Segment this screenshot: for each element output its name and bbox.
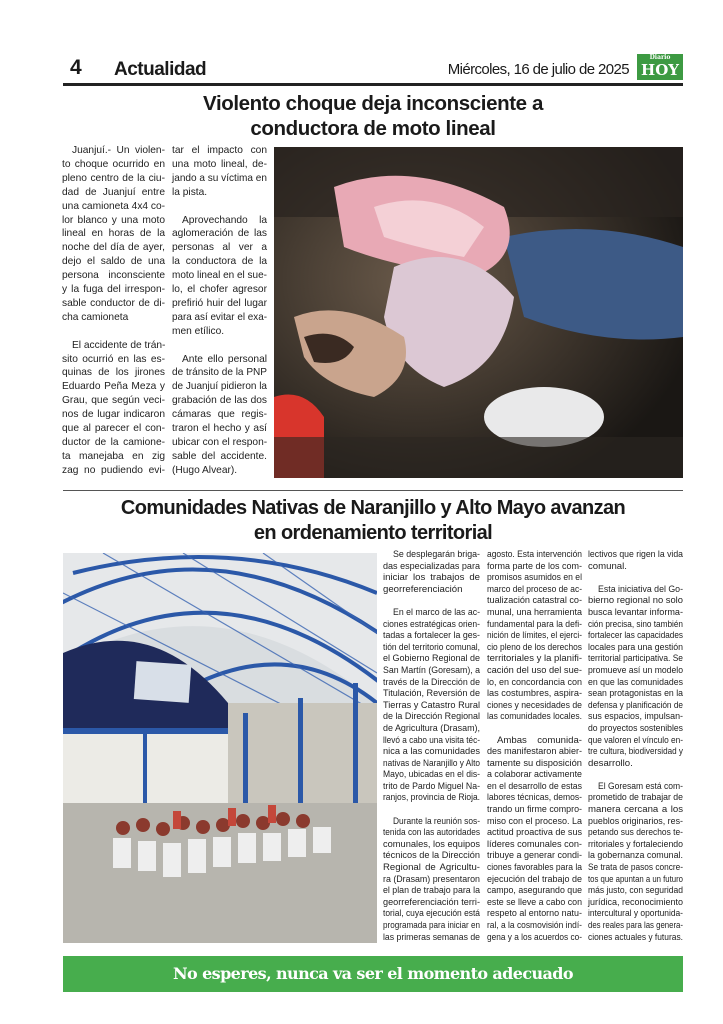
text-line: sus espacios, impulsan- (588, 711, 683, 723)
article1-column-1 (62, 144, 165, 478)
text-line: fortalecer las capacidades (588, 630, 683, 642)
text-line: trando un firme compro- (487, 804, 582, 816)
text-line: des manifestaron abier- (487, 746, 582, 758)
text-line: nica a las comunidades (383, 746, 480, 758)
text-line: men etílico. (172, 325, 225, 337)
text-line: intercultural y oportunida- (588, 908, 683, 920)
text-line: gena y a los acuerdos co- (487, 931, 582, 943)
text-line: tos que apuntan a un futuro (588, 873, 683, 885)
text-line: de la Dirección Regional (383, 711, 480, 723)
text-line: miso con el proceso. La (487, 815, 582, 827)
text-line: lo, el chofer agresor (172, 284, 267, 296)
text-line: jurídica, reconocimiento (588, 896, 683, 908)
text-line: torial, cuya ejecución está (383, 908, 480, 920)
article2-column-2 (487, 549, 582, 943)
text-line: promueve así un modelo (588, 664, 683, 676)
text-line: sable del accidente. (172, 450, 267, 462)
text-line: Durante la reunión sos- (393, 815, 480, 827)
text-line: de tránsito de la PNP (172, 367, 267, 379)
article1-column-2 (172, 144, 267, 478)
text-line: defensa y planificación de (588, 699, 683, 711)
text-line: do proyectos sostenibles (588, 722, 683, 734)
text-line: bierno regional no solo (588, 595, 683, 607)
text-line: y la fuga del irrespon- (62, 284, 165, 296)
text-line: lor blanco y una moto (62, 214, 165, 226)
text-line: Aprovechando la (182, 214, 267, 226)
text-line: ejecución del trabajo de (487, 873, 582, 885)
text-line: persona inconsciente (62, 270, 165, 282)
text-line: Titulación, Reversión de (383, 688, 480, 700)
text-line: programada para iniciar en (383, 920, 480, 931)
text-line: través de la Dirección de (383, 676, 480, 688)
text-line: iniciar los trabajos de (383, 572, 480, 584)
text-line: El accidente de trán- (72, 339, 166, 351)
community-meeting-photo (63, 553, 377, 943)
text-line: ción precisa, sino también (588, 618, 683, 630)
text-line: Grau, que según veci- (62, 395, 165, 407)
text-line: Juanjuí.- Un violen- (72, 145, 165, 156)
paragraph-gap (172, 200, 267, 214)
text-line: georreferenciación terri- (383, 896, 480, 908)
paragraph-gap (588, 572, 683, 584)
text-line: nos de lugar indicaron (62, 409, 165, 421)
text-line: lectivos que rigen la vida (588, 549, 683, 560)
text-line: actitud proactiva de sus (487, 827, 582, 839)
paragraph-gap (383, 804, 480, 816)
text-line: en el desarrollo de estas (487, 780, 582, 792)
text-line: ta manejaba en zig (62, 450, 165, 462)
paragraph-gap (487, 723, 582, 735)
article1-headline (63, 91, 683, 141)
text-line: dad de Juanjuí entre (62, 186, 165, 198)
text-line: sito ocurrió en las es- (62, 353, 165, 365)
text-line: cación del uso del sue- (487, 664, 582, 676)
text-line: cámaras que regis- (172, 409, 267, 421)
text-line: fundamental para la defi- (487, 618, 582, 630)
text-line: forma parte de los com- (487, 560, 582, 572)
text-line: busca levantar informa- (588, 606, 683, 618)
article2-column-3 (588, 549, 683, 943)
text-line: trito de Pardo Miguel Na- (383, 780, 480, 792)
text-line: tar el impacto con (172, 145, 267, 156)
text-line: San Martín (Goresam), a (383, 664, 480, 676)
text-line: la pista. (172, 186, 208, 198)
text-line: petando sus derechos te- (588, 827, 683, 839)
text-line: líderes comunales con- (487, 838, 582, 850)
text-line: Mayo, ubicadas en el dis- (383, 769, 480, 781)
section-title: Actualidad (114, 59, 207, 80)
text-line: ra (Drasam) presentaron (383, 873, 480, 885)
text-line: prometido de trabajar de (588, 792, 683, 804)
text-line: más justo, con seguridad (588, 885, 683, 897)
text-line: tadas a fortalecer la ges- (383, 630, 480, 642)
headline-line: conductora de moto lineal (250, 117, 496, 140)
text-line: de Juanjuí pidieron la (172, 381, 267, 393)
text-line: Se desplegarán briga- (393, 549, 480, 560)
paragraph-gap (383, 595, 480, 607)
text-line: jando a su víctima en (172, 172, 267, 184)
text-line: das especializadas para (383, 560, 480, 572)
text-line: a colaborar activamente (487, 769, 582, 781)
text-line: marco del proceso de ac- (487, 583, 582, 595)
page-number: 4 (70, 56, 82, 79)
text-line: noche del día de ayer, (62, 242, 165, 254)
logo-small-text: Diario (649, 54, 671, 61)
text-line: para así evitar el exa- (172, 311, 267, 323)
text-line: sable conductor de di- (62, 297, 165, 309)
text-line: la conductora de la (172, 256, 267, 268)
text-line: una camioneta 4x4 co- (62, 200, 166, 212)
text-line: desarrollo. (588, 757, 633, 769)
logo-big-text: HOY (641, 61, 679, 79)
text-line: tenida con las autoridades (383, 827, 480, 839)
text-line: munal, una herramienta (487, 606, 582, 618)
text-line: nición de límites, el ejerci- (487, 630, 582, 642)
text-line: comunal. (588, 560, 627, 572)
text-line: campo, asegurando que (487, 885, 582, 897)
paragraph-gap (588, 769, 683, 781)
text-line: pleno centro de la ciu- (62, 172, 165, 184)
text-line: el Gobierno Regional de (383, 653, 480, 665)
text-line: promisos asumidos en el (487, 572, 582, 584)
text-line: respeto al entorno natu- (487, 908, 582, 920)
text-line: quinas de los jirones (62, 367, 165, 379)
headline-line: Violento choque deja inconsciente a (203, 92, 543, 115)
text-line: lo, en concordancia con (487, 676, 582, 688)
text-line: el plan de trabajo para la (383, 885, 480, 897)
text-line: de Agricultura (Drasam), (383, 722, 480, 734)
text-line: que al parecer el con- (62, 423, 165, 435)
text-line: ranjos, provincia de Rioja. (383, 792, 480, 804)
text-line: ductor de la camione- (62, 437, 165, 449)
issue-date: Miércoles, 16 de julio de 2025 (447, 61, 629, 78)
text-line: Regional de Agricultu- (383, 862, 480, 874)
text-line: llevó a cabo una visita téc- (383, 734, 480, 746)
text-line: El Goresam está com- (598, 780, 683, 792)
text-line: pueblos originarios, res- (588, 815, 683, 827)
newspaper-logo (637, 54, 683, 80)
paragraph-gap (62, 325, 165, 339)
text-line: ciones estratégicas orien- (383, 618, 480, 630)
text-line: cio pleno de los derechos (487, 641, 582, 653)
text-line: (Hugo Alvear). (172, 464, 238, 476)
text-line: traron el hecho y así (172, 423, 267, 435)
text-line: moto lineal en el sue- (172, 270, 267, 282)
headline-line: Comunidades Nativas de Naranjillo y Alto Mayo avanzan (120, 497, 626, 519)
text-line: manera cercana a los (588, 804, 683, 816)
text-line: Ambas comunida- (497, 734, 582, 746)
paragraph-gap (172, 339, 267, 353)
text-line: Esta iniciativa del Go- (598, 583, 683, 595)
text-line: rritoriales y fortaleciendo (588, 838, 683, 850)
text-line: ciones favorables para la (487, 862, 582, 874)
text-line: des reales para las genera- (588, 920, 683, 931)
text-line: Tierras y Catastro Rural (383, 699, 480, 711)
text-line: comunales, los equipos (383, 838, 480, 850)
text-line: to choque ocurrido en (62, 158, 165, 170)
text-line: locales para una gestión (588, 641, 683, 653)
text-line: dejo el saldo de una (62, 256, 165, 268)
text-line: una moto lineal, de- (172, 158, 267, 170)
article-divider (63, 490, 683, 491)
text-line: cha camioneta (62, 311, 129, 323)
text-line: zag no pudiendo evi- (62, 464, 165, 476)
text-line: aglomeración de las (172, 228, 267, 240)
text-line: técnicos de la Dirección (383, 850, 480, 862)
text-line: las comunidades locales. (487, 711, 582, 723)
text-line: ciones actuales y futuras. (588, 931, 683, 943)
text-line: tualización catastral co- (487, 595, 582, 607)
text-line: este se lleve a cabo con (487, 896, 582, 908)
text-line: georreferenciación (383, 583, 463, 595)
text-line: territorial participativa. Se (588, 653, 683, 665)
article2-column-1 (383, 549, 480, 943)
text-line: ral, a la cosmovisión indí- (487, 920, 582, 931)
text-line: territoriales y la planifi- (487, 653, 582, 665)
text-line: prefirió huir del lugar (172, 297, 267, 309)
text-line: ubicar con el respon- (172, 437, 268, 448)
headline-line: en ordenamiento territorial (253, 522, 493, 544)
text-line: Se trata de pasos concre- (588, 862, 683, 874)
footer-slogan-banner: No esperes, nunca va ser el momento adecuado (63, 956, 683, 992)
text-line: grabación de las dos (172, 395, 267, 407)
text-line: nativas de Naranjillo y Alto (383, 757, 480, 769)
text-line: labores técnicas, demos- (487, 792, 582, 804)
accident-photo (274, 147, 683, 478)
text-line: ciones y necesidades de (487, 699, 582, 711)
text-line: tamente su disposición (487, 757, 582, 769)
text-line: tre cultura, biodiversidad y (588, 746, 683, 758)
text-line: la gobernanza comunal. (588, 850, 683, 862)
text-line: en que las comunidades (588, 676, 683, 688)
text-line: las costumbres, aspira- (487, 688, 582, 700)
header-rule (63, 83, 683, 86)
text-line: agosto. Esta intervención (487, 549, 582, 560)
text-line: En el marco de las ac- (393, 606, 480, 618)
text-line: que valoren el vínculo en- (588, 734, 683, 746)
text-line: lineal en horas de la (62, 228, 165, 240)
text-line: las primeras semanas de (383, 931, 480, 943)
text-line: Eduardo Peña Meza y (62, 381, 165, 393)
text-line: tión del territorio comunal, (383, 641, 480, 653)
article2-headline (63, 496, 683, 546)
text-line: tribuye a generar condi- (487, 850, 582, 862)
text-line: Ante ello personal (182, 353, 267, 365)
text-line: sean protagonistas en la (588, 688, 683, 700)
text-line: personas al ver a (172, 242, 267, 254)
